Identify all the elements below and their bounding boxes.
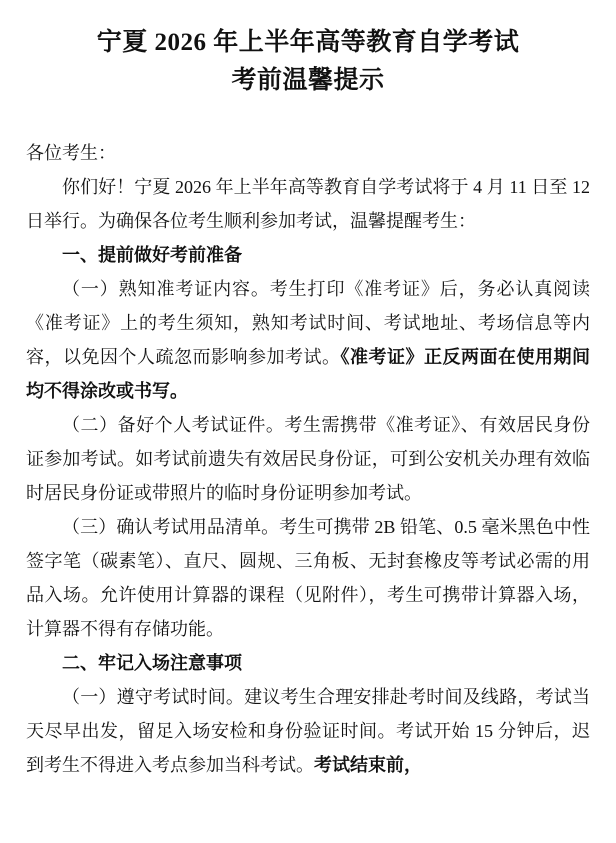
page-title-line-2: 考前温馨提示 bbox=[231, 67, 385, 94]
paragraph-2-1 bbox=[26, 680, 590, 782]
salutation: 各位考生： bbox=[26, 143, 116, 163]
paragraph-1-1-emphasis: 《准考证》正反两面在使用期间均不得涂改或书写。 bbox=[26, 347, 590, 401]
paragraph-1-1 bbox=[26, 272, 590, 408]
paragraph-2-1-emphasis: 考试结束前， bbox=[314, 755, 422, 775]
intro-paragraph: 你们好！宁夏 2026 年上半年高等教育自学考试将于 4 月 11 日至 12 日举行。为确保各位考生顺利参加考试，温馨提醒考生： bbox=[26, 177, 590, 231]
page-title bbox=[26, 24, 590, 100]
paragraph-1-3: （三）确认考试用品清单。考生可携带 2B 铅笔、0.5 毫米黑色中性签字笔（碳素笔）、直尺、圆规、三角板、无封套橡皮等考试必需的用品入场。允许使用计算器的课程（见附件），考生可携带计算器入场，计算器不得有存储功能。 bbox=[26, 517, 590, 639]
section-heading-1: 一、提前做好考前准备 bbox=[62, 245, 242, 265]
paragraph-2-1-text: （一）遵守考试时间。建议考生合理安排赴考时间及线路，考试当天尽早出发，留足入场安检和身份验证时间。考试开始 15 分钟后，迟到考生不得进入考点参加当科考试。 bbox=[26, 687, 590, 775]
paragraph-1-2: （二）备好个人考试证件。考生需携带《准考证》、有效居民身份证参加考试。如考试前遗失有效居民身份证，可到公安机关办理有效临时居民身份证或带照片的临时身份证明参加考试。 bbox=[26, 415, 590, 503]
page-title-line-1: 宁夏 2026 年上半年高等教育自学考试 bbox=[96, 29, 520, 56]
paragraph-1-1-text: （一）熟知准考证内容。考生打印《准考证》后，务必认真阅读《准考证》上的考生须知，熟知考试时间、考试地址、考场信息等内容，以免因个人疏忽而影响参加考试。 bbox=[26, 279, 590, 367]
section-heading-2: 二、牢记入场注意事项 bbox=[62, 653, 242, 673]
